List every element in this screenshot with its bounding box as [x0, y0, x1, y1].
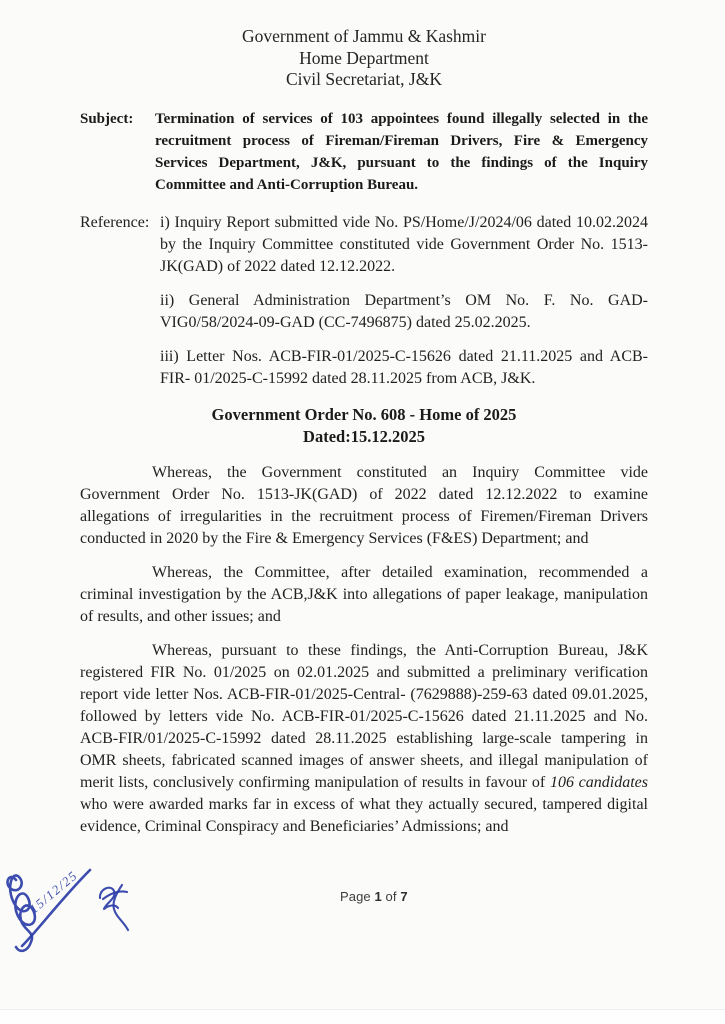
- reference-label: Reference:: [80, 213, 150, 231]
- footer-page-number: 1: [374, 889, 382, 904]
- paragraph-3-italic: 106 candidates: [549, 773, 648, 791]
- signature-handwritten-date: 15/12/25: [26, 867, 81, 917]
- paragraph-1-text: Whereas, the Government constituted an Inquiry Committee vide Government Order No. 1513-JK(GAD) of 2022 dated 12.12.2022 to examine allegations of irregularities in the recruitment process of Firemen/Fireman Drivers conducted in 2020 by the Fire & Emergency Services (F&ES) Department; and: [80, 463, 648, 547]
- letterhead-department: Home Department: [299, 47, 429, 68]
- subject-text: Termination of services of 103 appointees found illegally selected in the recruitment process of Fireman/Fireman Drivers, Fire & Emergency Services Department, J&K, pursuant to the findings of the Inquiry Committee and Anti-Corruption Bureau.: [155, 110, 648, 193]
- paragraph-whereas-1: [80, 462, 648, 550]
- signature-scribble: [8, 875, 35, 950]
- order-date: Dated:15.12.2025: [303, 426, 425, 446]
- letterhead-government: Government of Jammu & Kashmir: [242, 26, 486, 46]
- subject-label: Subject:: [80, 110, 134, 127]
- reference-block: [80, 212, 648, 390]
- page-number-footer: [340, 889, 408, 904]
- paragraph-3-post: who were awarded marks far in excess of what they actually secured, tampered digital evidence, Criminal Conspiracy and Beneficiaries’ Admissions; and: [80, 795, 648, 835]
- reference-item-iii: iii) Letter Nos. ACB-FIR-01/2025-C-15626 dated 21.11.2025 and ACB-FIR- 01/2025-C-15992 dated 28.11.2025 from ACB, J&K.: [160, 347, 648, 387]
- footer-word-page: Page: [340, 889, 371, 904]
- document-content: [80, 26, 648, 838]
- paragraph-whereas-3: [80, 640, 648, 838]
- signature-ink-svg: [0, 858, 165, 993]
- reference-item-i: i) Inquiry Report submitted vide No. PS/Home/J/2024/06 dated 10.02.2024 by the Inquiry Committee constituted vide Government Order No. 1513- JK(GAD) of 2022 dated 12.12.2022.: [160, 213, 648, 275]
- order-title: Government Order No. 608 - Home of 2025: [211, 404, 517, 424]
- letterhead: [80, 26, 648, 91]
- subject-block: [80, 108, 648, 196]
- footer-word-of: of: [385, 889, 397, 904]
- reference-item-ii: ii) General Administration Department’s OM No. F. No. GAD-VIG0/58/2024-09-GAD (CC-7496875) dated 25.02.2025.: [160, 291, 648, 331]
- letterhead-secretariat: Civil Secretariat, J&K: [285, 69, 442, 89]
- handwritten-signatures: [0, 858, 165, 993]
- reference-items: [160, 212, 648, 390]
- scan-edge-strip: [0, 1009, 725, 1024]
- footer-page-total: 7: [400, 889, 408, 904]
- order-heading: [80, 404, 648, 448]
- paragraph-whereas-2: [80, 562, 648, 628]
- paragraph-3-text: Whereas, pursuant to these findings, the Anti-Corruption Bureau, J&K registered FIR No. 01/2025 on 02.01.2025 and submitted a preliminary verification report vide letter Nos. ACB-FIR-01/2025-Central- (7629888)-259-63 dated 09.01.2025, followed by letters vide No. ACB-FIR-01/2025-C-15626 dated 21.11.2025 and No. ACB-FIR/01/2025-C-15992 dated 28.11.2025 establishing large-scale tampering in OMR sheets, fabricated scanned images of answer sheets, and illegal manipulation of merit lists, conclusively confirming manipulation of results in favour of: [80, 641, 648, 791]
- paragraph-2-text: Whereas, the Committee, after detailed examination, recommended a criminal investigation by the ACB,J&K into allegations of paper leakage, manipulation of results, and other issues; and: [80, 563, 648, 625]
